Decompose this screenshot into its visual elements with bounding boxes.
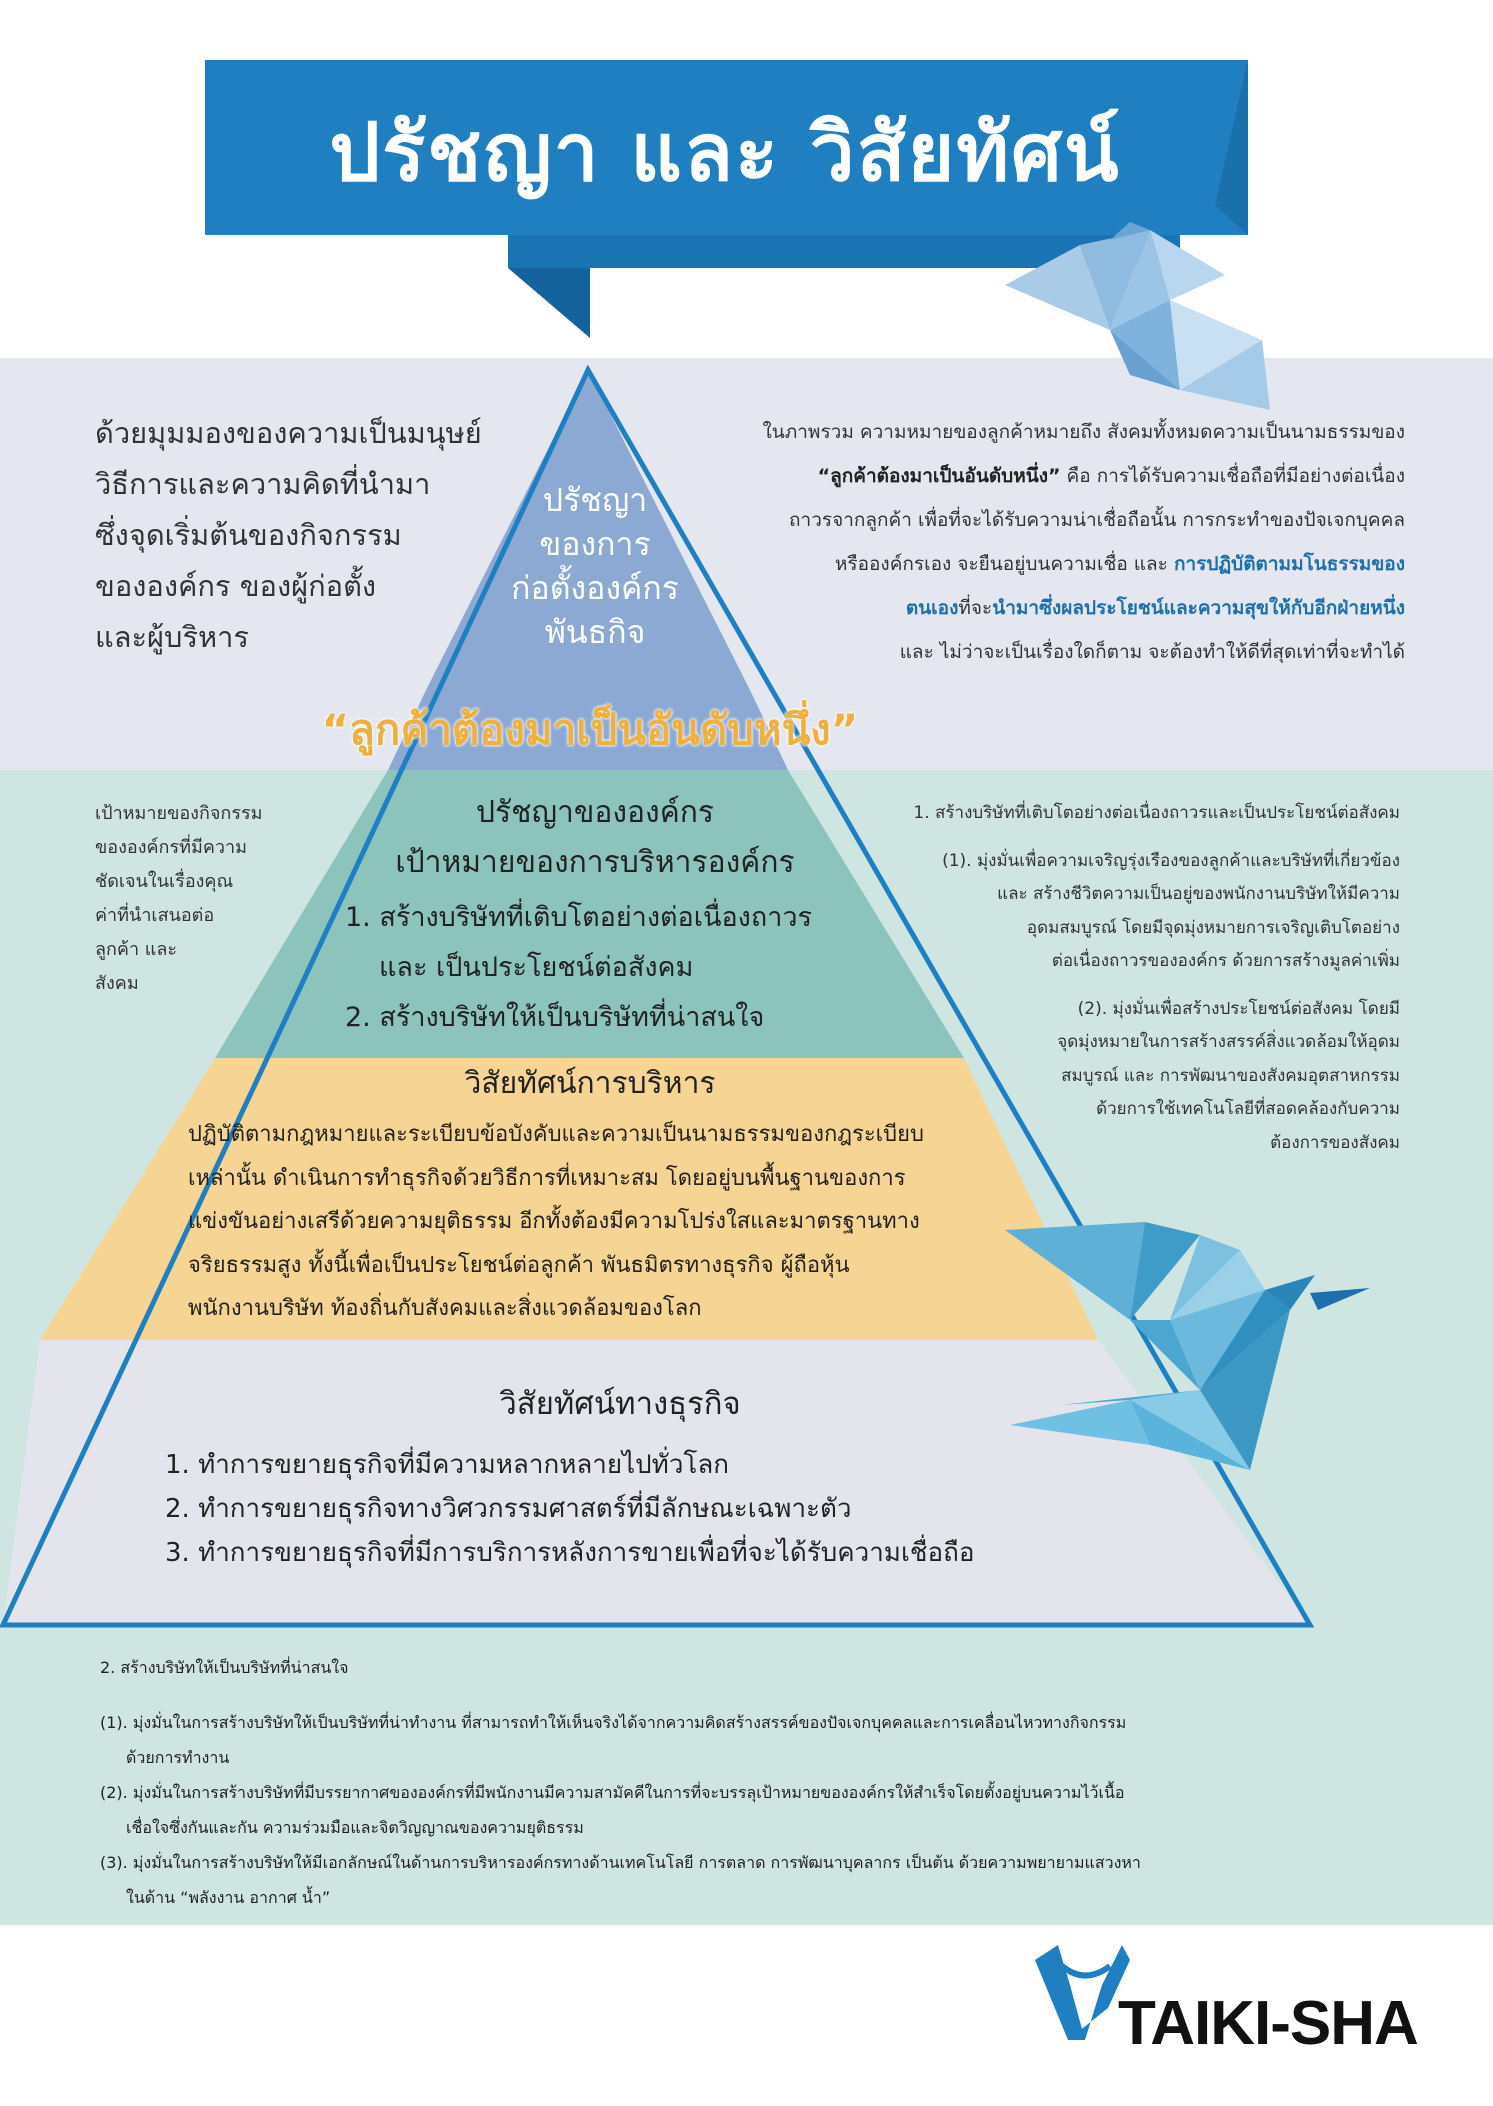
intro-right-line <box>640 454 1405 498</box>
teal-list-item: 2. สร้างบริษัทให้เป็นบริษัทที่น่าสนใจ <box>345 1002 765 1033</box>
right-mid-head: 1. สร้างบริษัทที่เติบโตอย่างต่อเนื่องถาวรและเป็นประโยชน์ต่อสังคม <box>913 803 1400 823</box>
orange-body-line: แข่งขันอย่างเสรีด้วยความยุติธรรม อีกทั้งต้องมีความโปร่งใสและมาตรฐานทาง <box>188 1209 920 1234</box>
left-mid-line: ค่าที่นำเสนอต่อ <box>95 905 215 926</box>
intro-right-highlight: ตนเอง <box>905 597 959 619</box>
right-mid-line: ต้องการของสังคม <box>1270 1132 1400 1153</box>
intro-right-line: และ ไม่ว่าจะเป็นเรื่องใดก็ตาม จะต้องทำให้ดีที่สุดเท่าที่จะทำได้ <box>899 641 1405 663</box>
teal-title-line: ปรัชญาขององค์กร <box>475 795 715 830</box>
teal-title-line: เป้าหมายของการบริหารองค์กร <box>395 845 795 880</box>
intro-right-text <box>640 410 1405 674</box>
intro-left-line: และผู้บริหาร <box>95 620 249 654</box>
apex-line: ของการ <box>539 525 651 563</box>
left-mid-line: เป้าหมายของกิจกรรม <box>95 803 263 824</box>
intro-left-line: วิธีการและความคิดที่นำมา <box>95 467 431 501</box>
grey-list-item: 1. ทำการขยายธุรกิจที่มีความหลากหลายไปทั่วโลก <box>165 1450 730 1480</box>
intro-left-line: ด้วยมุมมองของความเป็นมนุษย์ <box>95 416 482 450</box>
bottom-note-line: ในด้าน “พลังงาน อากาศ น้ำ” <box>126 1888 331 1907</box>
right-mid-para-1 <box>860 845 1400 979</box>
apex-line: ปรัชญา <box>542 481 648 519</box>
orange-section-title: วิสัยทัศน์การบริหาร <box>464 1066 716 1101</box>
bottom-note-line: ด้วยการทำงาน <box>126 1748 230 1767</box>
orange-body-line: จริยธรรมสูง ทั้งนี้เพื่อเป็นประโยชน์ต่อลูกค้า พันธมิตรทางธุรกิจ ผู้ถือหุ้น <box>188 1252 850 1278</box>
right-mid-line: ด้วยการใช้เทคโนโลยีที่สอดคล้องกับความ <box>1096 1099 1400 1119</box>
bottom-note-line: (2). มุ่งมั่นในการสร้างบริษัทที่มีบรรยากาศขององค์กรที่มีพนักงานมีความสามัคคีในการที่จะบรรลุเป้าหมายขององค์กรให้สำเร็จโดยตั้งอยู่บนความไว้เนื้อ <box>100 1783 1125 1802</box>
left-mid-line: ลูกค้า และ <box>95 939 178 960</box>
grey-list-item: 3. ทำการขยายธุรกิจที่มีการบริการหลังการขายเพื่อที่จะได้รับความเชื่อถือ <box>165 1538 975 1568</box>
apex-line: ก่อตั้งองค์กร <box>511 569 679 607</box>
page-title: ปรัชญา และ วิสัยทัศน์ <box>329 106 1121 199</box>
grey-list-item: 2. ทำการขยายธุรกิจทางวิศวกรรมศาสตร์ที่มีลักษณะเฉพาะตัว <box>165 1494 852 1524</box>
bottom-note-line: (3). มุ่งมั่นในการสร้างบริษัทให้มีเอกลักษณ์ในด้านการบริหารองค์กรทางด้านเทคโนโลยี การตลาด การพัฒนาบุคลากร เป็นต้น ด้วยความพยายามแสวงหา <box>100 1853 1141 1872</box>
intro-right-line: ในภาพรวม ความหมายของลูกค้าหมายถึง สังคมทั้งหมดความเป็นนามธรรมของ <box>762 421 1405 443</box>
orange-section-body <box>188 1113 1018 1331</box>
teal-list-item: และ เป็นประโยชน์ต่อสังคม <box>379 952 694 983</box>
apex-line: พันธกิจ <box>544 613 646 651</box>
intro-right-rest: คือ การได้รับความเชื่อถือที่มีอย่างต่อเนื่อง <box>1060 465 1405 487</box>
bottom-note-line: เชื่อใจซึ่งกันและกัน ความร่วมมือและจิตวิญญาณของความยุติธรรม <box>126 1818 584 1837</box>
right-mid-line: จุดมุ่งหมายในการสร้างสรรค์สิ่งแวดล้อมให้อุดม <box>1057 1032 1400 1052</box>
left-mid-text <box>95 797 305 1001</box>
teal-section-title <box>330 788 860 888</box>
left-mid-line: ขององค์กรที่มีความ <box>95 837 247 858</box>
intro-right-line: ถาวรจากลูกค้า เพื่อที่จะได้รับความน่าเชื่อถือนั้น การกระทำของปัจเจกบุคคล <box>789 509 1405 531</box>
bottom-notes-head: 2. สร้างบริษัทให้เป็นบริษัทที่น่าสนใจ <box>100 1658 349 1677</box>
grey-section-list <box>165 1443 1125 1575</box>
teal-list-item: 1. สร้างบริษัทที่เติบโตอย่างต่อเนื่องถาวร <box>345 902 813 933</box>
right-mid-line: สมบูรณ์ และ การพัฒนาของสังคมอุตสาหกรรม <box>1061 1065 1400 1086</box>
intro-left-line: ขององค์กร ของผู้ก่อตั้ง <box>95 569 377 603</box>
slogan: “ลูกค้าต้องมาเป็นอันดับหนึ่ง” <box>321 705 859 754</box>
left-mid-line: ชัดเจนในเรื่องคุณ <box>95 871 234 892</box>
right-mid-line: (2). มุ่งมั่นเพื่อสร้างประโยชน์ต่อสังคม โดยมี <box>1077 998 1400 1019</box>
bottom-notes <box>100 1650 1300 1915</box>
right-mid-line: ต่อเนื่องถาวรขององค์กร ด้วยการสร้างมูลค่าเพิ่ม <box>1051 951 1400 971</box>
teal-section-list <box>345 893 865 1043</box>
intro-right-bold: “ลูกค้าต้องมาเป็นอันดับหนึ่ง” <box>817 465 1061 487</box>
pyramid-apex-text <box>470 478 720 654</box>
grey-section-title: วิสัยทัศน์ทางธุรกิจ <box>499 1386 741 1422</box>
left-mid-line: สังคม <box>95 973 139 994</box>
intro-right-plain: ที่จะ <box>958 597 993 619</box>
right-mid-line: อุดมสมบูรณ์ โดยมีจุดมุ่งหมายการเจริญเติบโตอย่าง <box>1026 917 1400 938</box>
intro-left-line: ซึ่งจุดเริ่มต้นของกิจกรรม <box>95 518 402 552</box>
orange-body-line: ปฏิบัติตามกฎหมายและระเบียบข้อบังคับและความเป็นนามธรรมของกฎระเบียบ <box>188 1122 925 1147</box>
intro-right-plain: หรือองค์กรเอง จะยืนอยู่บนความเชื่อ และ <box>834 553 1174 575</box>
taiki-sha-logo-icon <box>1035 1945 1130 2040</box>
intro-right-line <box>640 542 1405 586</box>
orange-body-line: พนักงานบริษัท ท้องถิ่นกับสังคมและสิ่งแวดล้อมของโลก <box>188 1296 702 1321</box>
right-mid-line: (1). มุ่งมั่นเพื่อความเจริญรุ่งเรืองของลูกค้าและบริษัทที่เกี่ยวข้อง <box>942 850 1400 871</box>
intro-right-line <box>640 586 1405 630</box>
right-mid-line: และ สร้างชีวิตความเป็นอยู่ของพนักงานบริษัทให้มีความ <box>997 884 1400 904</box>
bottom-note-line: (1). มุ่งมั่นในการสร้างบริษัทให้เป็นบริษัทที่น่าทำงาน ที่สามารถทำให้เห็นจริงได้จากความคิดสร้างสรรค์ของปัจเจกบุคคลและการเคลื่อนไหวทางกิจกรรม <box>100 1713 1127 1732</box>
intro-right-highlight: นำมาซึ่งผลประโยชน์และความสุขให้กับอีกฝ่ายหนึ่ง <box>992 597 1405 619</box>
intro-left-text <box>95 408 515 663</box>
orange-body-line: เหล่านั้น ดำเนินการทำธุรกิจด้วยวิธีการที่เหมาะสม โดยอยู่บนพื้นฐานของการ <box>188 1165 906 1191</box>
intro-right-highlight: การปฏิบัติตามมโนธรรมของ <box>1173 553 1405 575</box>
logo-text: TAIKI-SHA <box>1118 1989 1418 2058</box>
